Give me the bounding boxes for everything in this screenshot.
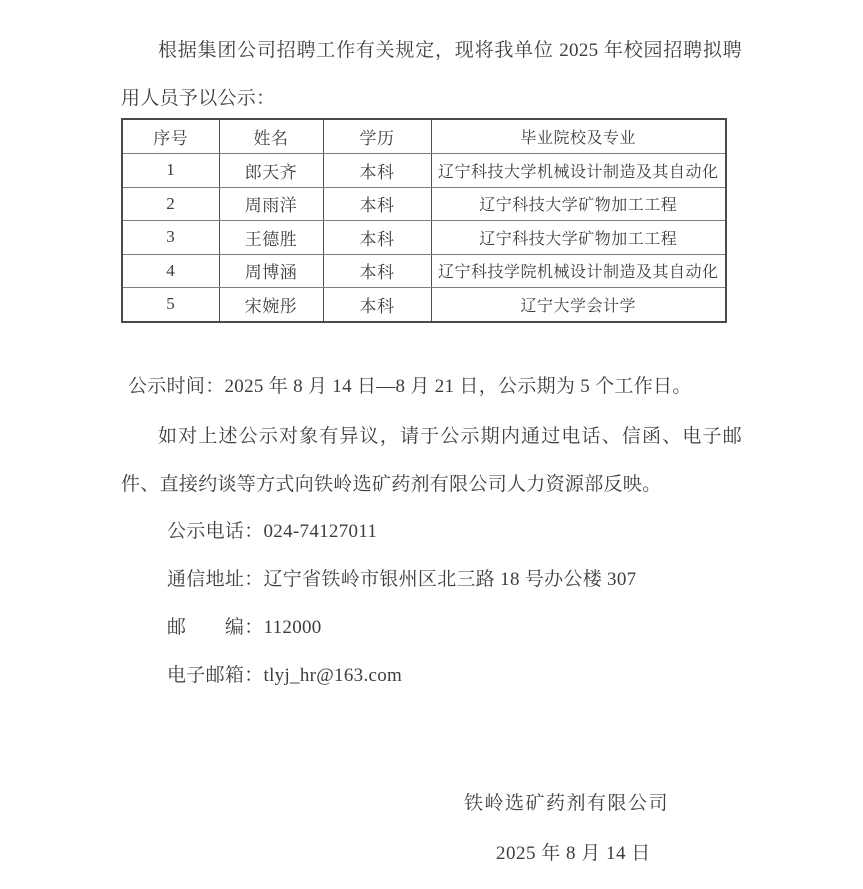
cell-degree: 本科 [323, 154, 431, 188]
table-row [122, 221, 726, 255]
intro-paragraph: 根据集团公司招聘工作有关规定，现将我单位 2025 年校园招聘拟聘用人员予以公示： [121, 40, 742, 109]
table-row [122, 254, 726, 288]
contact-address: 通信地址：辽宁省铁岭市银州区北三路 18 号办公楼 307 [167, 569, 637, 590]
table-row [122, 154, 726, 188]
col-header-degree: 学历 [323, 119, 431, 154]
cell-degree: 本科 [323, 221, 431, 255]
candidates-table [121, 118, 727, 323]
cell-name: 周博涵 [219, 254, 323, 288]
contact-email: 电子邮箱：tlyj_hr@163.com [167, 665, 403, 686]
cell-index: 2 [122, 187, 219, 221]
cell-school-major: 辽宁科技大学矿物加工工程 [431, 187, 726, 221]
contact-info-block [121, 508, 742, 700]
table-header-row [122, 119, 726, 154]
cell-index: 3 [122, 221, 219, 255]
table-row [122, 288, 726, 322]
signature-company: 铁岭选矿药剂有限公司 [464, 793, 670, 814]
col-header-index: 序号 [122, 119, 219, 154]
cell-degree: 本科 [323, 187, 431, 221]
cell-name: 宋婉彤 [219, 288, 323, 322]
cell-index: 1 [122, 154, 219, 188]
cell-index: 5 [122, 288, 219, 322]
cell-degree: 本科 [323, 254, 431, 288]
cell-school-major: 辽宁科技学院机械设计制造及其自动化 [431, 254, 726, 288]
objection-paragraph: 如对上述公示对象有异议，请于公示期内通过电话、信函、电子邮件、直接约谈等方式向铁岭选矿药剂有限公司人力资源部反映。 [121, 426, 742, 495]
contact-phone: 公示电话：024-74127011 [167, 521, 378, 542]
cell-name: 郎天齐 [219, 154, 323, 188]
cell-name: 周雨洋 [219, 187, 323, 221]
cell-school-major: 辽宁科技大学机械设计制造及其自动化 [431, 154, 726, 188]
col-header-school-major: 毕业院校及专业 [431, 119, 726, 154]
notice-period-paragraph: 公示时间：2025 年 8 月 14 日—8 月 21 日，公示期为 5 个工作日。 [128, 376, 692, 397]
signature-date: 2025 年 8 月 14 日 [496, 843, 651, 864]
table-row [122, 187, 726, 221]
cell-index: 4 [122, 254, 219, 288]
cell-name: 王德胜 [219, 221, 323, 255]
cell-school-major: 辽宁科技大学矿物加工工程 [431, 221, 726, 255]
contact-postcode: 邮 编：112000 [167, 617, 322, 638]
cell-school-major: 辽宁大学会计学 [431, 288, 726, 322]
cell-degree: 本科 [323, 288, 431, 322]
col-header-name: 姓名 [219, 119, 323, 154]
